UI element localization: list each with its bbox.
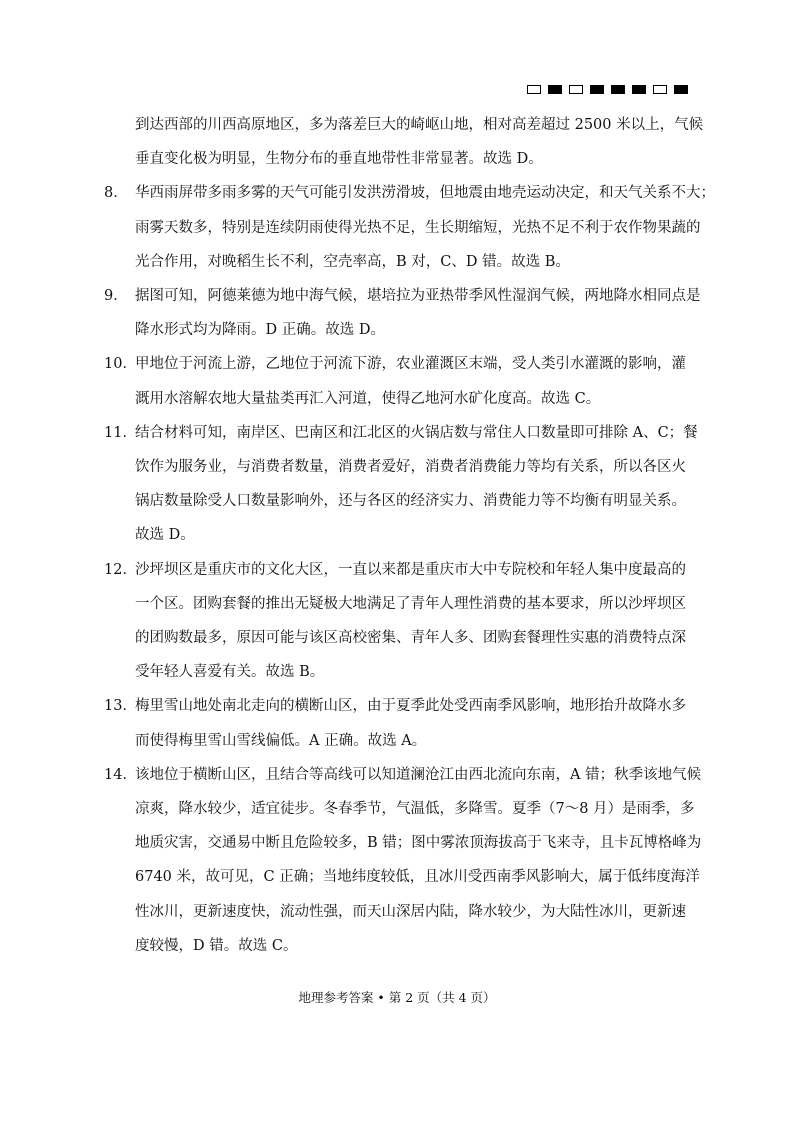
- text-line: 一个区。团购套餐的推出无疑极大地满足了青年人理性消费的基本要求，所以沙坪坝区: [135, 595, 686, 612]
- answer-content: [104, 108, 715, 963]
- answer-item: [104, 758, 702, 963]
- answer-item: [104, 553, 686, 690]
- text-line: 结合材料可知，南岸区、巴南区和江北区的火锅店数与常住人口数量即可排除 A、C；餐: [135, 424, 698, 441]
- text-line: 地质灾害，交通易中断且危险较多，B 错；图中雾浓顶海拔高于飞来寺，且卡瓦博格峰为: [135, 835, 702, 852]
- text-line: 华西雨屏带多雨多雾的天气可能引发洪涝滑坡，但地震由地壳运动决定，和天气关系不大；: [135, 185, 715, 202]
- answer-item: [104, 347, 686, 415]
- filled-square-mark: [632, 85, 646, 94]
- text-line: 故选 D。: [135, 527, 195, 544]
- text-line: 雨雾天数多，特别是连续阴雨使得光热不足，生长期缩短，光热不足不利于农作物果蔬的: [135, 219, 701, 236]
- continuation-paragraph: [112, 108, 704, 176]
- filled-square-mark: [674, 85, 688, 94]
- filled-square-mark: [548, 85, 562, 94]
- item-number: 12．: [104, 561, 137, 578]
- text-line: 到达西部的川西高原地区，多为落差巨大的崎岖山地，相对高差超过 2500 米以上，气候: [135, 117, 704, 133]
- text-line: 据图可知，阿德莱德为地中海气候，堪培拉为亚热带季风性湿润气候，两地降水相同点是: [135, 288, 701, 305]
- item-number: 10．: [104, 356, 137, 373]
- page-footer: 地理参考答案 • 第 2 页（共 4 页）: [298, 990, 496, 1005]
- item-number: 14．: [104, 766, 137, 783]
- text-line: 凉爽，降水较少，适宜徒步。冬春季节，气温低，多降雪。夏季（7～8 月）是雨季，多: [135, 801, 695, 818]
- answer-item: [104, 279, 701, 347]
- item-number: 9．: [104, 288, 128, 305]
- text-line: 度较慢，D 错。故选 C。: [135, 937, 298, 954]
- filled-square-mark: [611, 85, 625, 94]
- text-line: 性冰川，更新速度快，流动性强，而天山深居内陆，降水较少，为大陆性冰川，更新速: [135, 903, 686, 920]
- text-line: 沙坪坝区是重庆市的文化大区，一直以来都是重庆市大中专院校和年轻人集中度最高的: [135, 561, 686, 578]
- empty-square-mark: [527, 85, 541, 94]
- item-number: 13．: [104, 698, 137, 715]
- filled-square-mark: [590, 85, 604, 94]
- text-line: 饮作为服务业，与消费者数量，消费者爱好，消费者消费能力等均有关系，所以各区火: [135, 459, 686, 476]
- answer-item: [104, 416, 698, 553]
- text-line: 该地位于横断山区，且结合等高线可以知道澜沧江由西北流向东南，A 错；秋季该地气候: [135, 766, 702, 783]
- text-line: 受年轻人喜爱有关。故选 B。: [135, 664, 325, 681]
- answer-item: [104, 176, 715, 279]
- text-line: 降水形式均为降雨。D 正确。故选 D。: [135, 322, 385, 339]
- text-line: 垂直变化极为明显，生物分布的垂直地带性非常显著。故选 D。: [135, 151, 543, 168]
- text-line: 6740 米，故可见，C 正确；当地纬度较低，且冰川受西南季风影响大，属于低纬度海洋: [135, 869, 700, 886]
- text-line: 光合作用，对晚稻生长不利，空壳率高，B 对，C、D 错。故选 B。: [135, 253, 570, 270]
- empty-square-mark: [569, 85, 583, 94]
- text-line: 梅里雪山地处南北走向的横断山区，由于夏季此处受西南季风影响，地形抬升故降水多: [135, 698, 686, 715]
- header-marks: [527, 85, 688, 94]
- item-number: 8．: [104, 185, 128, 202]
- text-line: 甲地位于河流上游，乙地位于河流下游，农业灌溉区末端，受人类引水灌溉的影响，灌: [135, 356, 686, 373]
- text-line: 溉用水溶解农地大量盐类再汇入河道，使得乙地河水矿化度高。故选 C。: [135, 390, 601, 407]
- item-number: 11．: [104, 424, 137, 441]
- text-line: 的团购数最多，原因可能与该区高校密集、青年人多、团购套餐理性实惠的消费特点深: [135, 630, 686, 647]
- text-line: 锅店数量除受人口数量影响外，还与各区的经济实力、消费能力等不均衡有明显关系。: [135, 493, 686, 510]
- text-line: 而使得梅里雪山雪线偏低。A 正确。故选 A。: [135, 732, 427, 749]
- answer-item: [104, 689, 686, 757]
- empty-square-mark: [653, 85, 667, 94]
